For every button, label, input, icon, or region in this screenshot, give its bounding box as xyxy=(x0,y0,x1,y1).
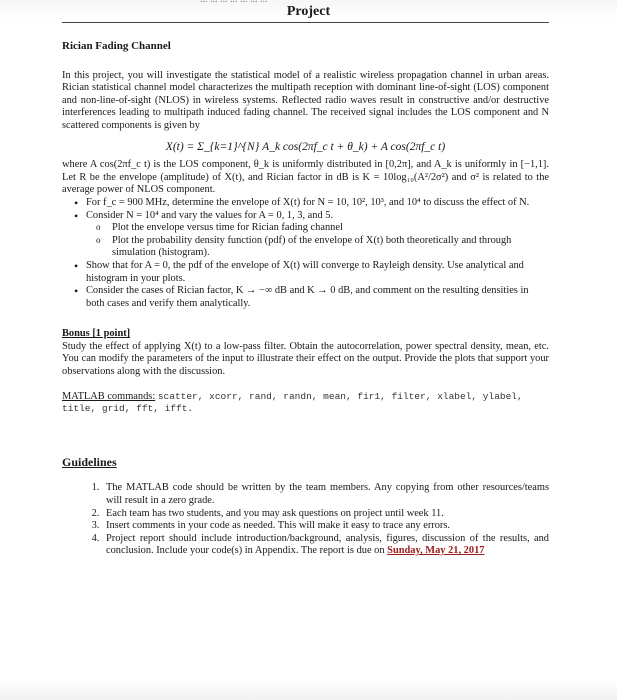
bonus-text: Study the effect of applying X(t) to a low-pass filter. Obtain the autocorrelation, power spectral density, mean, etc. You can modify the parameters of the input to illustrate their effect on the output. Provide the plots that support your observations along with the discussion. xyxy=(62,340,549,378)
task-text: Show that for A = 0, the pdf of the envelope of X(t) will converge to Rayleigh density. Use analytical and histogram in your plots. xyxy=(86,259,524,284)
task-item xyxy=(74,285,549,310)
signal-equation: X(t) = Σ_{k=1}^{N} A_k cos(2πf_c t + θ_k) + A cos(2πf_c t) xyxy=(165,140,446,153)
guidelines-list xyxy=(62,482,549,558)
header-divider xyxy=(62,22,549,23)
task-item xyxy=(74,210,549,260)
task-text: Consider N = 10⁴ and vary the values for A = 0, 1, 3, and 5. xyxy=(86,209,334,221)
matlab-commands xyxy=(62,391,549,416)
bonus-title: Bonus [1 point] xyxy=(62,328,131,340)
task-item xyxy=(74,197,549,210)
page-header-title: Project xyxy=(286,4,331,19)
subtask-item: o Plot the probability density function (pdf) of the envelope of X(t) both theoretically and through simulation (histogram). xyxy=(96,235,549,260)
guideline-text: Project report should include introduction/background, analysis, figures, discussion of the results, and conclusion. Include your code(s) in Appendix. The report is due on xyxy=(106,532,549,557)
document-body xyxy=(62,40,549,558)
section-title: Rician Fading Channel xyxy=(62,40,171,52)
task-item xyxy=(74,260,549,285)
guidelines-title: Guidelines xyxy=(62,454,117,469)
where-paragraph: where A cos(2πf_c t) is the LOS component, θ_k is uniformly distributed in [0,2π], and A_k is uniformly in [−1,1]. Let R be the envelope (amplitude) of X(t), and Rician factor in dB is K = 10log₁₀(A²/2σ²) and σ² is related to the average power of NLOS component. xyxy=(62,159,549,196)
matlab-command-list: scatter, xcorr, rand, randn, mean, fir1, filter, xlabel, ylabel, title, grid, fft, ifft. xyxy=(62,390,523,415)
subtask-list xyxy=(86,222,549,260)
guideline-item xyxy=(102,533,549,558)
intro-paragraph: In this project, you will investigate the statistical model of a realistic wireless propagation channel in urban areas. Rician statistical channel model characterizes the multipath reception with dominant line-of-sight (LOS) component and non-line-of-sight (NLOS) in wireless systems. Reflected radio waves result in constructive and/or destructive interferences leading to multipath induced fading channel. The received signal includes the LOS component and N scattered components is given by xyxy=(62,69,549,131)
task-text: Consider the cases of Rician factor, K → −∞ dB and K → 0 dB, and comment on the resulting densities in both cases and verify them analytically. xyxy=(86,285,529,309)
task-list xyxy=(62,197,549,310)
matlab-label: MATLAB commands: xyxy=(62,390,156,402)
due-date: Sunday, May 21, 2017 xyxy=(387,545,485,557)
subtask-item: o Plot the envelope versus time for Rician fading channel xyxy=(96,222,549,235)
task-text: For f_c = 900 MHz, determine the envelope of X(t) for N = 10, 10², 10³, and 10⁴ to discuss the effect of N. xyxy=(86,196,530,208)
guideline-item: 2. Each team has two students, and you may ask questions on project until week 11. xyxy=(102,508,549,521)
guideline-item: 1. The MATLAB code should be written by the team members. Any copying from other resources/teams will result in a zero grade. xyxy=(102,482,549,507)
guideline-item: 3. Insert comments in your code as needed. This will make it easy to trace any errors. xyxy=(102,520,549,533)
